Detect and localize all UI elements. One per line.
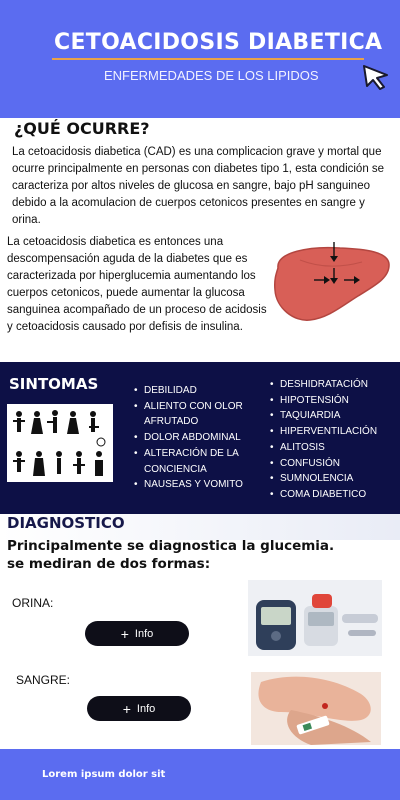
list-item: • DOLOR ABDOMINAL [134,430,266,446]
list-item: • CONFUSIÓN [270,456,398,472]
diagnostico-line-2: se mediran de dos formas: [7,556,211,572]
list-item: • NAUSEAS Y VOMITO [134,477,266,493]
list-item: • ALTERACIÓN DE LA CONCIENCIA [134,446,266,477]
finger-prick-photo-icon [251,672,381,745]
symptom-figures-icon [7,404,113,482]
cursor-icon [360,64,390,90]
list-item: • SUMNOLENCIA [270,471,398,487]
header-banner [0,0,400,118]
diagnostico-line-1: Principalmente se diagnostica la glucemia. [7,538,335,554]
orina-label: ORINA: [12,596,54,610]
symptoms-list-2 [270,377,398,503]
list-item: • DESHIDRATACIÓN [270,377,398,393]
sangre-label: SANGRE: [16,673,71,687]
symptoms-list-1 [134,383,266,493]
definition-paragraph: La cetoacidosis diabetica es entonces una descompensación aguda de la diabetes que es caracterizada por hiperglucemia aumentando los cuerpos cetonicos, puede aumentar la glucosa sanguinea acompañado de un proceso de acidosis y cetoacidosis causado por defisis de insulina. [7,236,267,333]
list-item: • COMA DIABETICO [270,487,398,503]
page-subtitle: ENFERMEDADES DE LOS LIPIDOS [104,68,319,83]
footer-text: Lorem ipsum dolor sit [42,769,166,780]
sintomas-heading: SINTOMAS [9,375,99,393]
orina-info-button[interactable] [85,621,189,646]
list-item: • HIPOTENSIÓN [270,393,398,409]
glucometer-photo-icon [248,580,382,656]
button-label: Info [136,702,156,715]
list-item: • DEBILIDAD [134,383,266,399]
button-label: Info [134,627,154,640]
list-item: • TAQUIARDIA [270,408,398,424]
intro-paragraph: La cetoacidosis diabetica (CAD) es una complicacion grave y mortal que ocurre principalmente en personas con diabetes tipo 1, esta condición se caracteriza por altos niveles de glucosa en sangre, bajo pH sanguineo debido a la acomulacion de cuerpos cetonicos presentes en sangre y orina. [12,146,385,226]
plus-icon: + [120,625,129,642]
list-item: • HIPERVENTILACIÓN [270,424,398,440]
liver-diagram-icon [270,238,392,324]
list-item: • ALIENTO CON OLOR AFRUTADO [134,399,266,430]
sangre-info-button[interactable] [87,696,191,721]
page-title: CETOACIDOSIS DIABETICA [54,30,383,55]
plus-icon: + [122,700,131,717]
que-ocurre-heading: ¿QUÉ OCURRE? [14,119,150,138]
diagnostico-heading: DIAGNOSTICO [7,514,125,532]
list-item: • ALITOSIS [270,440,398,456]
diagnostico-text [7,537,397,573]
title-underline [52,58,364,60]
